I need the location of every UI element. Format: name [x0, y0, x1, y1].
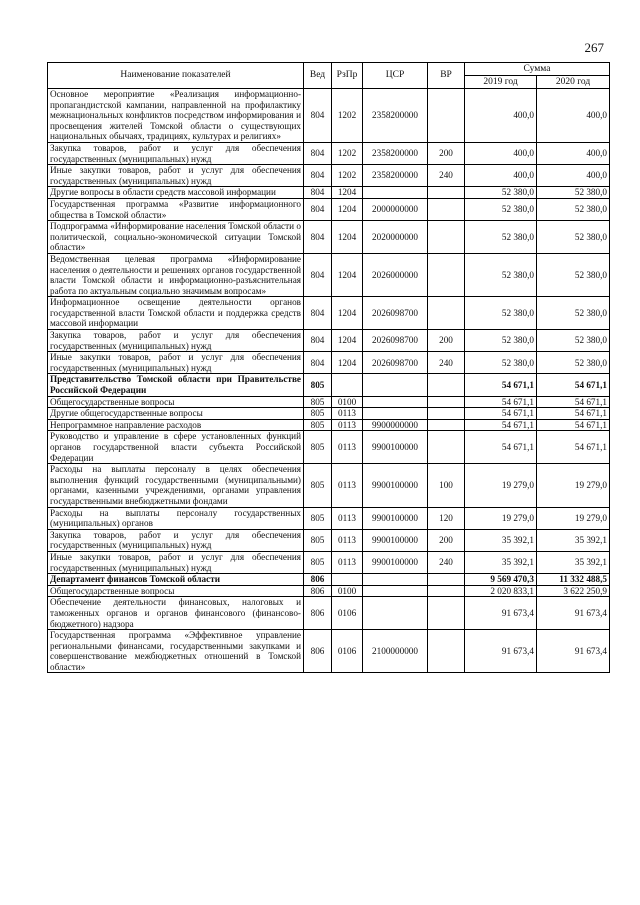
- cell-vr: [428, 374, 465, 396]
- table-row: [48, 187, 610, 199]
- cell-rzpr: 1204: [332, 330, 363, 352]
- cell-ved: 804: [304, 142, 332, 164]
- cell-csr: 9900100000: [363, 507, 428, 529]
- cell-csr: [363, 574, 428, 586]
- cell-csr: 2026098700: [363, 352, 428, 374]
- cell-2020: 52 380,0: [537, 297, 610, 330]
- cell-vr: [428, 585, 465, 597]
- cell-vr: [428, 431, 465, 464]
- cell-2020: 19 279,0: [537, 507, 610, 529]
- header-rzpr: РзПр: [332, 63, 363, 89]
- cell-csr: 2026098700: [363, 297, 428, 330]
- table-row: [48, 165, 610, 187]
- cell-vr: [428, 574, 465, 586]
- cell-csr: 9900100000: [363, 431, 428, 464]
- cell-rzpr: 0100: [332, 396, 363, 408]
- cell-ved: 804: [304, 297, 332, 330]
- cell-rzpr: 0106: [332, 630, 363, 673]
- cell-2019: 54 671,1: [465, 419, 537, 431]
- cell-name: Расходы на выплаты персоналу государственных (муниципальных) органов: [48, 507, 304, 529]
- cell-2020: 54 671,1: [537, 374, 610, 396]
- cell-2020: 54 671,1: [537, 396, 610, 408]
- cell-rzpr: 1204: [332, 253, 363, 296]
- table-row: [48, 221, 610, 254]
- cell-csr: [363, 187, 428, 199]
- cell-2019: 52 380,0: [465, 297, 537, 330]
- cell-ved: 806: [304, 630, 332, 673]
- cell-vr: [428, 419, 465, 431]
- cell-2020: 54 671,1: [537, 431, 610, 464]
- cell-vr: [428, 597, 465, 630]
- cell-2020: 400,0: [537, 142, 610, 164]
- cell-rzpr: 0113: [332, 507, 363, 529]
- cell-ved: 805: [304, 419, 332, 431]
- cell-name: Государственная программа «Развитие информационного общества в Томской области»: [48, 198, 304, 220]
- cell-vr: 240: [428, 551, 465, 573]
- table-row: [48, 585, 610, 597]
- cell-name: Подпрограмма «Информирование населения Томской области о политической, социально-экономической ситуации Томской области»: [48, 221, 304, 254]
- cell-2019: 400,0: [465, 165, 537, 187]
- cell-2019: 400,0: [465, 89, 537, 143]
- cell-rzpr: 0113: [332, 431, 363, 464]
- cell-vr: [428, 89, 465, 143]
- cell-2019: 52 380,0: [465, 330, 537, 352]
- cell-2020: 3 622 250,9: [537, 585, 610, 597]
- cell-2019: 52 380,0: [465, 198, 537, 220]
- cell-rzpr: 0113: [332, 529, 363, 551]
- header-vr: ВР: [428, 63, 465, 89]
- cell-2019: 52 380,0: [465, 221, 537, 254]
- table-row: [48, 507, 610, 529]
- cell-vr: [428, 187, 465, 199]
- cell-csr: [363, 597, 428, 630]
- header-csr: ЦСР: [363, 63, 428, 89]
- cell-2020: 52 380,0: [537, 352, 610, 374]
- cell-csr: 9900100000: [363, 551, 428, 573]
- table-row: [48, 597, 610, 630]
- cell-csr: 9900000000: [363, 419, 428, 431]
- table-row: [48, 198, 610, 220]
- cell-ved: 804: [304, 198, 332, 220]
- cell-vr: 200: [428, 142, 465, 164]
- cell-2020: 52 380,0: [537, 253, 610, 296]
- cell-rzpr: 0100: [332, 585, 363, 597]
- cell-csr: 9900100000: [363, 464, 428, 507]
- cell-ved: 806: [304, 585, 332, 597]
- cell-ved: 806: [304, 597, 332, 630]
- cell-vr: [428, 221, 465, 254]
- cell-rzpr: 1204: [332, 221, 363, 254]
- table-row: [48, 330, 610, 352]
- cell-2020: 52 380,0: [537, 330, 610, 352]
- cell-2020: 91 673,4: [537, 630, 610, 673]
- cell-name: Закупка товаров, работ и услуг для обеспечения государственных (муниципальных) нужд: [48, 330, 304, 352]
- cell-2019: 52 380,0: [465, 352, 537, 374]
- cell-ved: 805: [304, 431, 332, 464]
- cell-2019: 54 671,1: [465, 396, 537, 408]
- cell-ved: 805: [304, 507, 332, 529]
- cell-vr: [428, 297, 465, 330]
- cell-vr: [428, 408, 465, 420]
- cell-ved: 804: [304, 253, 332, 296]
- cell-vr: 200: [428, 330, 465, 352]
- header-year-2019: 2019 год: [465, 76, 537, 89]
- cell-2019: 35 392,1: [465, 529, 537, 551]
- cell-2019: 54 671,1: [465, 431, 537, 464]
- cell-name: Закупка товаров, работ и услуг для обеспечения государственных (муниципальных) нужд: [48, 529, 304, 551]
- cell-2019: 54 671,1: [465, 408, 537, 420]
- header-sum: Сумма: [465, 63, 610, 76]
- cell-ved: 805: [304, 408, 332, 420]
- cell-vr: 200: [428, 529, 465, 551]
- table-row: [48, 419, 610, 431]
- cell-csr: [363, 396, 428, 408]
- cell-csr: 2358200000: [363, 142, 428, 164]
- cell-ved: 805: [304, 464, 332, 507]
- header-ved: Вед: [304, 63, 332, 89]
- cell-name: Иные закупки товаров, работ и услуг для обеспечения государственных (муниципальных) нужд: [48, 352, 304, 374]
- cell-rzpr: 1204: [332, 297, 363, 330]
- cell-rzpr: 1202: [332, 142, 363, 164]
- cell-rzpr: [332, 574, 363, 586]
- cell-ved: 805: [304, 396, 332, 408]
- table-row: [48, 408, 610, 420]
- table-row: [48, 630, 610, 673]
- cell-ved: 804: [304, 221, 332, 254]
- cell-2020: 400,0: [537, 165, 610, 187]
- cell-rzpr: 0113: [332, 551, 363, 573]
- cell-csr: [363, 408, 428, 420]
- cell-rzpr: [332, 374, 363, 396]
- cell-ved: 804: [304, 165, 332, 187]
- table-row: [48, 396, 610, 408]
- cell-name: Другие общегосударственные вопросы: [48, 408, 304, 420]
- cell-2020: 19 279,0: [537, 464, 610, 507]
- cell-csr: [363, 585, 428, 597]
- cell-2020: 400,0: [537, 89, 610, 143]
- cell-rzpr: 1204: [332, 198, 363, 220]
- cell-ved: 804: [304, 89, 332, 143]
- table-row: [48, 89, 610, 143]
- cell-name: Непрограммное направление расходов: [48, 419, 304, 431]
- cell-ved: 804: [304, 187, 332, 199]
- cell-rzpr: 0113: [332, 464, 363, 507]
- table-row: [48, 374, 610, 396]
- cell-vr: 240: [428, 352, 465, 374]
- cell-2020: 11 332 488,5: [537, 574, 610, 586]
- table-header: [48, 63, 610, 89]
- cell-csr: 2358200000: [363, 89, 428, 143]
- cell-csr: 2026000000: [363, 253, 428, 296]
- cell-2019: 9 569 470,3: [465, 574, 537, 586]
- cell-2019: 19 279,0: [465, 464, 537, 507]
- cell-name: Основное мероприятие «Реализация информационно-пропагандистской кампании, направленной на профилактику межнациональных конфликтов посредством информирования и просвещения жителей Томской области о существующих национальных обычаях, традициях, культурах и религиях»: [48, 89, 304, 143]
- cell-ved: 805: [304, 374, 332, 396]
- cell-rzpr: 1202: [332, 89, 363, 143]
- cell-2020: 52 380,0: [537, 198, 610, 220]
- cell-vr: 100: [428, 464, 465, 507]
- cell-csr: 2020000000: [363, 221, 428, 254]
- cell-csr: 2026098700: [363, 330, 428, 352]
- cell-vr: 240: [428, 165, 465, 187]
- cell-rzpr: 1204: [332, 352, 363, 374]
- cell-rzpr: 0106: [332, 597, 363, 630]
- budget-table: [47, 62, 610, 673]
- cell-2020: 54 671,1: [537, 419, 610, 431]
- cell-ved: 804: [304, 352, 332, 374]
- cell-name: Департамент финансов Томской области: [48, 574, 304, 586]
- header-name: Наименование показателей: [48, 63, 304, 89]
- cell-csr: [363, 374, 428, 396]
- cell-2019: 54 671,1: [465, 374, 537, 396]
- cell-name: Расходы на выплаты персоналу в целях обеспечения выполнения функций государственными (муниципальными) органами, казенными учреждениями, органами управления государственными внебюджетными фондами: [48, 464, 304, 507]
- cell-2019: 91 673,4: [465, 597, 537, 630]
- header-year-2020: 2020 год: [537, 76, 610, 89]
- cell-2019: 19 279,0: [465, 507, 537, 529]
- page-number: 267: [584, 40, 604, 55]
- cell-name: Ведомственная целевая программа «Информирование населения о деятельности и решениях органов государственной власти Томской области и информационно-разъяснительная работа по актуальным социально значимым вопросам»: [48, 253, 304, 296]
- cell-2020: 91 673,4: [537, 597, 610, 630]
- table-row: [48, 431, 610, 464]
- cell-2020: 35 392,1: [537, 551, 610, 573]
- table-body: [48, 89, 610, 673]
- cell-ved: 805: [304, 551, 332, 573]
- cell-name: Другие вопросы в области средств массовой информации: [48, 187, 304, 199]
- table-row: [48, 253, 610, 296]
- cell-csr: 9900100000: [363, 529, 428, 551]
- cell-2020: 54 671,1: [537, 408, 610, 420]
- cell-ved: 804: [304, 330, 332, 352]
- cell-vr: [428, 198, 465, 220]
- table-row: [48, 142, 610, 164]
- cell-2020: 52 380,0: [537, 187, 610, 199]
- cell-vr: [428, 630, 465, 673]
- cell-csr: 2100000000: [363, 630, 428, 673]
- cell-2020: 52 380,0: [537, 221, 610, 254]
- cell-name: Обеспечение деятельности финансовых, налоговых и таможенных органов и органов финансового (финансово-бюджетного) надзора: [48, 597, 304, 630]
- cell-name: Иные закупки товаров, работ и услуг для обеспечения государственных (муниципальных) нужд: [48, 551, 304, 573]
- cell-rzpr: 1202: [332, 165, 363, 187]
- cell-2019: 35 392,1: [465, 551, 537, 573]
- cell-vr: 120: [428, 507, 465, 529]
- cell-rzpr: 1204: [332, 187, 363, 199]
- cell-rzpr: 0113: [332, 419, 363, 431]
- cell-name: Информационное освещение деятельности органов государственной власти Томской области и поддержка средств массовой информации: [48, 297, 304, 330]
- table-row: [48, 551, 610, 573]
- cell-name: Иные закупки товаров, работ и услуг для обеспечения государственных (муниципальных) нужд: [48, 165, 304, 187]
- table-row: [48, 352, 610, 374]
- cell-vr: [428, 396, 465, 408]
- cell-rzpr: 0113: [332, 408, 363, 420]
- cell-2019: 2 020 833,1: [465, 585, 537, 597]
- table-row: [48, 529, 610, 551]
- cell-2020: 35 392,1: [537, 529, 610, 551]
- table-row: [48, 297, 610, 330]
- table-row: [48, 464, 610, 507]
- cell-name: Представительство Томской области при Правительстве Российской Федерации: [48, 374, 304, 396]
- cell-name: Закупка товаров, работ и услуг для обеспечения государственных (муниципальных) нужд: [48, 142, 304, 164]
- cell-name: Руководство и управление в сфере установленных функций органов государственной власти субъекта Российской Федерации: [48, 431, 304, 464]
- cell-name: Общегосударственные вопросы: [48, 396, 304, 408]
- cell-name: Государственная программа «Эффективное управление региональными финансами, государственными закупками и совершенствование межбюджетных отношений в Томской области»: [48, 630, 304, 673]
- cell-name: Общегосударственные вопросы: [48, 585, 304, 597]
- cell-ved: 806: [304, 574, 332, 586]
- cell-csr: 2358200000: [363, 165, 428, 187]
- cell-2019: 91 673,4: [465, 630, 537, 673]
- cell-csr: 2000000000: [363, 198, 428, 220]
- cell-2019: 400,0: [465, 142, 537, 164]
- cell-ved: 805: [304, 529, 332, 551]
- cell-vr: [428, 253, 465, 296]
- cell-2019: 52 380,0: [465, 253, 537, 296]
- cell-2019: 52 380,0: [465, 187, 537, 199]
- table-row: [48, 574, 610, 586]
